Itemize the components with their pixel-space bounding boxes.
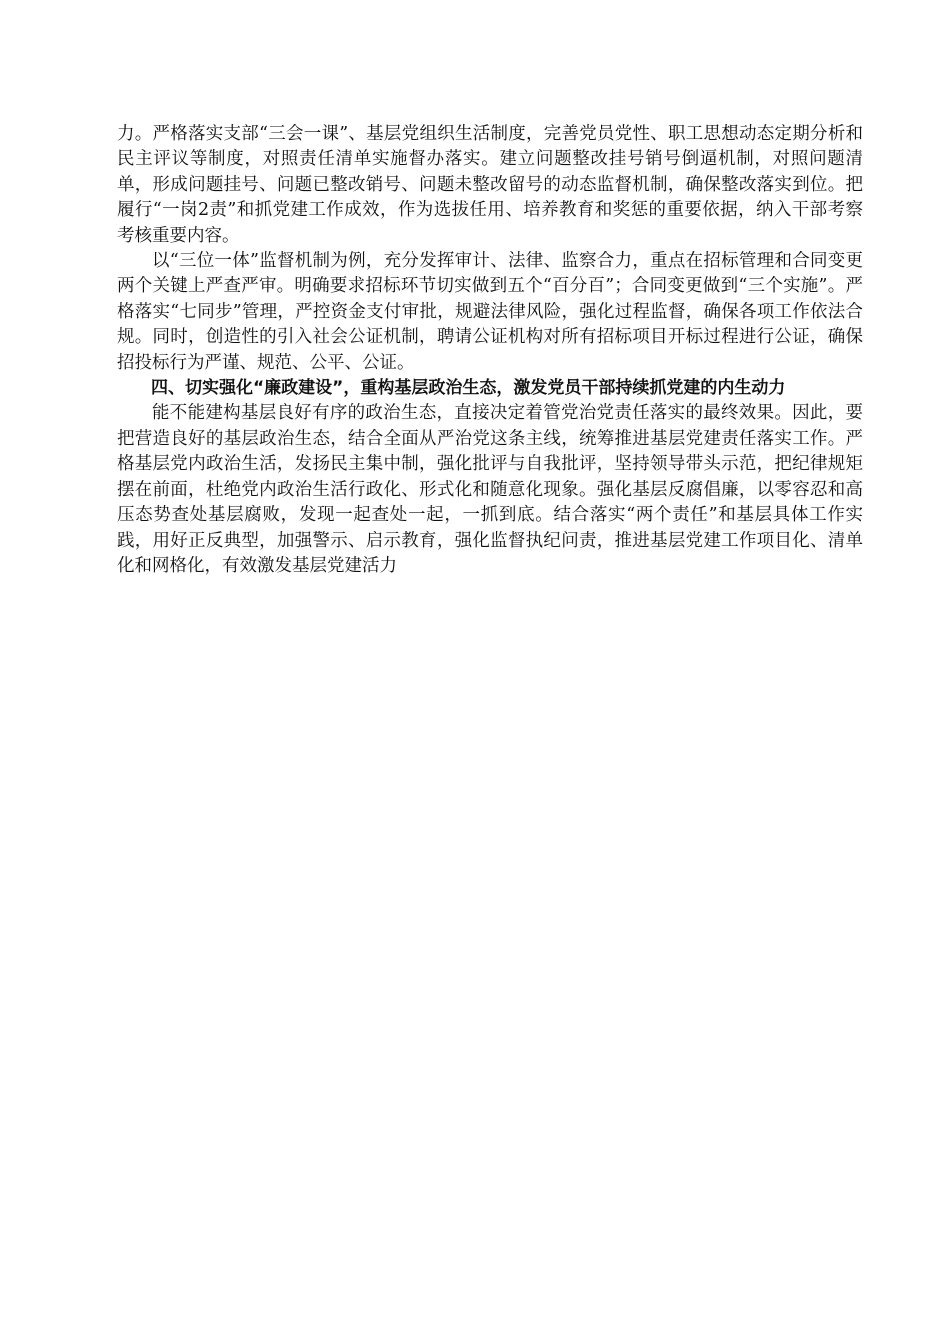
paragraph-political-ecology: 能不能建构基层良好有序的政治生态，直接决定着管党治党责任落实的最终效果。因此，要把营造良好的基层政治生态，结合全面从严治党这条主线，统筹推进基层党建责任落实工作。严格基层党内政治生活，发扬民主集中制，强化批评与自我批评，坚持领导带头示范，把纪律规矩摆在前面，杜绝党内政治生活行政化、形式化和随意化现象。强化基层反腐倡廉，以零容忍和高压态势查处基层腐败，发现一起查处一起，一抓到底。结合落实“两个责任”和基层具体工作实践，用好正反典型，加强警示、启示教育，强化监督执纪问责，推进基层党建工作项目化、清单化和网格化，有效激发基层党建活力 [117, 403, 863, 576]
document-body [117, 122, 863, 579]
paragraph-continuation: 力。严格落实支部“三会一课”、基层党组织生活制度，完善党员党性、职工思想动态定期分析和民主评议等制度，对照责任清单实施督办落实。建立问题整改挂号销号倒逼机制，对照问题清单，形成问题挂号、问题已整改销号、问题未整改留号的动态监督机制，确保整改落实到位。把履行“一岗2责”和抓党建工作成效，作为选拔任用、培养教育和奖惩的重要依据，纳入干部考察考核重要内容。 [117, 124, 863, 246]
paragraph-three-in-one-supervision: 以“三位一体”监督机制为例，充分发挥审计、法律、监察合力，重点在招标管理和合同变更两个关键上严查严审。明确要求招标环节切实做到五个“百分百”；合同变更做到“三个实施”。严格落实“七同步”管理，严控资金支付审批，规避法律风险，强化过程监督，确保各项工作依法合规。同时，创造性的引入社会公证机制，聘请公证机构对所有招标项目开标过程进行公证，确保招投标行为严谨、规范、公平、公证。 [117, 251, 863, 373]
section-heading-four: 四、切实强化“廉政建设”，重构基层政治生态，激发党员干部持续抓党建的内生动力 [151, 378, 786, 399]
